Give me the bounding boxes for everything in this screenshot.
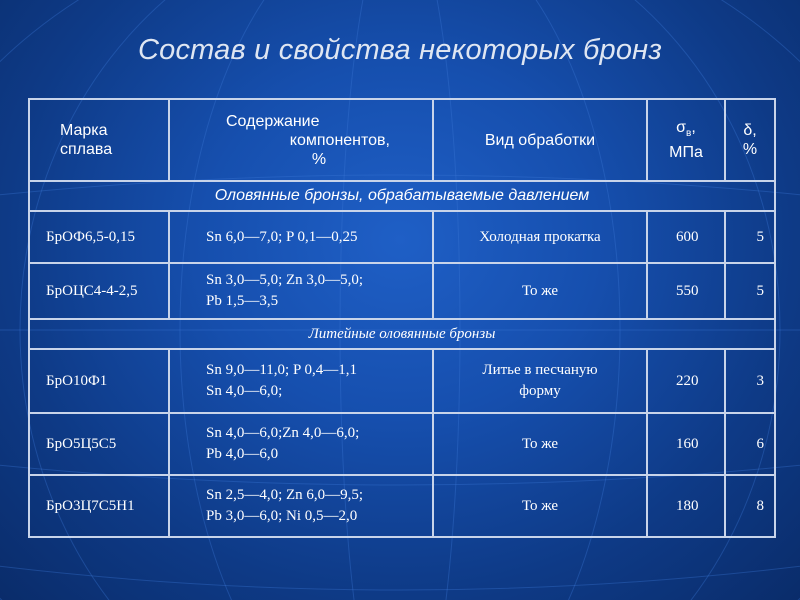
section-row	[29, 181, 775, 211]
cell-proc-line1: То же	[521, 435, 559, 452]
table-row	[29, 349, 775, 413]
cell-comp-line2: Sn 4,0—6,0;	[206, 383, 283, 399]
cell-strength: 160	[647, 413, 725, 475]
cell-composition	[169, 211, 433, 263]
cell-comp-line1: Sn 9,0—11,0; P 0,4—1,1	[206, 362, 357, 378]
header-sigma-symbol: σ	[676, 118, 687, 136]
header-comp-line3: %	[311, 150, 327, 168]
cell-elongation: 8	[725, 475, 775, 537]
cell-processing	[433, 475, 647, 537]
cell-proc-line2: форму	[519, 383, 561, 399]
cell-processing	[433, 211, 647, 263]
cell-proc-line1: Литье в песчаную	[482, 362, 598, 378]
cell-processing	[433, 349, 647, 413]
cell-elongation: 3	[725, 349, 775, 413]
table-row	[29, 475, 775, 537]
cell-composition	[169, 263, 433, 319]
header-delta-unit: %	[742, 141, 758, 158]
cell-elongation: 5	[725, 263, 775, 319]
cell-composition	[169, 413, 433, 475]
table-row	[29, 413, 775, 475]
header-processing: Вид обработки	[433, 99, 647, 181]
header-comp-line2: компонентов,	[289, 131, 390, 149]
cell-strength: 550	[647, 263, 725, 319]
header-strength: $\sigma_в$, МПа	[647, 99, 725, 181]
cell-elongation: 5	[725, 211, 775, 263]
cell-composition	[169, 349, 433, 413]
header-grade-line1: Марка	[60, 122, 108, 139]
cell-strength: 220	[647, 349, 725, 413]
cell-processing	[433, 413, 647, 475]
header-comp-line1: Содержание	[226, 112, 320, 130]
cell-grade: БрОФ6,5-0,15	[29, 211, 169, 263]
cell-grade: БрО5Ц5С5	[29, 413, 169, 475]
header-sigma-sub: в	[686, 128, 692, 140]
section-title: Литейные оловянные бронзы	[29, 319, 775, 349]
header-elongation	[725, 99, 775, 181]
header-grade	[29, 99, 169, 181]
cell-comp-line2: Pb 1,5—3,5	[206, 293, 279, 309]
header-composition	[169, 99, 433, 181]
table-header-row	[29, 99, 775, 181]
slide-title: Состав и свойства некоторых бронз	[137, 34, 662, 66]
table-row	[29, 263, 775, 319]
table-row	[29, 211, 775, 263]
bronze-properties-table	[28, 98, 776, 538]
cell-comp-line1: Sn 3,0—5,0; Zn 3,0—5,0;	[206, 272, 364, 288]
cell-grade: БрО10Ф1	[29, 349, 169, 413]
cell-proc-line1: То же	[521, 497, 559, 514]
header-grade-line2: сплава	[60, 141, 113, 158]
header-sigma-unit: МПа	[669, 144, 703, 162]
cell-elongation: 6	[725, 413, 775, 475]
cell-comp-line1: Sn 2,5—4,0; Zn 6,0—9,5;	[206, 487, 364, 503]
cell-strength: 600	[647, 211, 725, 263]
section-row	[29, 319, 775, 349]
section-title: Оловянные бронзы, обрабатываемые давлением	[29, 181, 775, 211]
cell-strength: 180	[647, 475, 725, 537]
cell-proc-line1: То же	[521, 282, 559, 299]
cell-grade: БрОЦС4-4-2,5	[29, 263, 169, 319]
cell-grade: БрО3Ц7С5Н1	[29, 475, 169, 537]
cell-comp-line2: Pb 4,0—6,0	[206, 446, 279, 462]
header-delta-symbol: δ,	[743, 122, 757, 139]
cell-processing	[433, 263, 647, 319]
cell-composition	[169, 475, 433, 537]
cell-comp-line1: Sn 4,0—6,0;Zn 4,0—6,0;	[206, 425, 360, 441]
cell-comp-line2: Pb 3,0—6,0; Ni 0,5—2,0	[206, 508, 358, 524]
cell-proc-line1: Холодная прокатка	[479, 228, 601, 245]
cell-comp-line1: Sn 6,0—7,0; P 0,1—0,25	[206, 228, 358, 245]
